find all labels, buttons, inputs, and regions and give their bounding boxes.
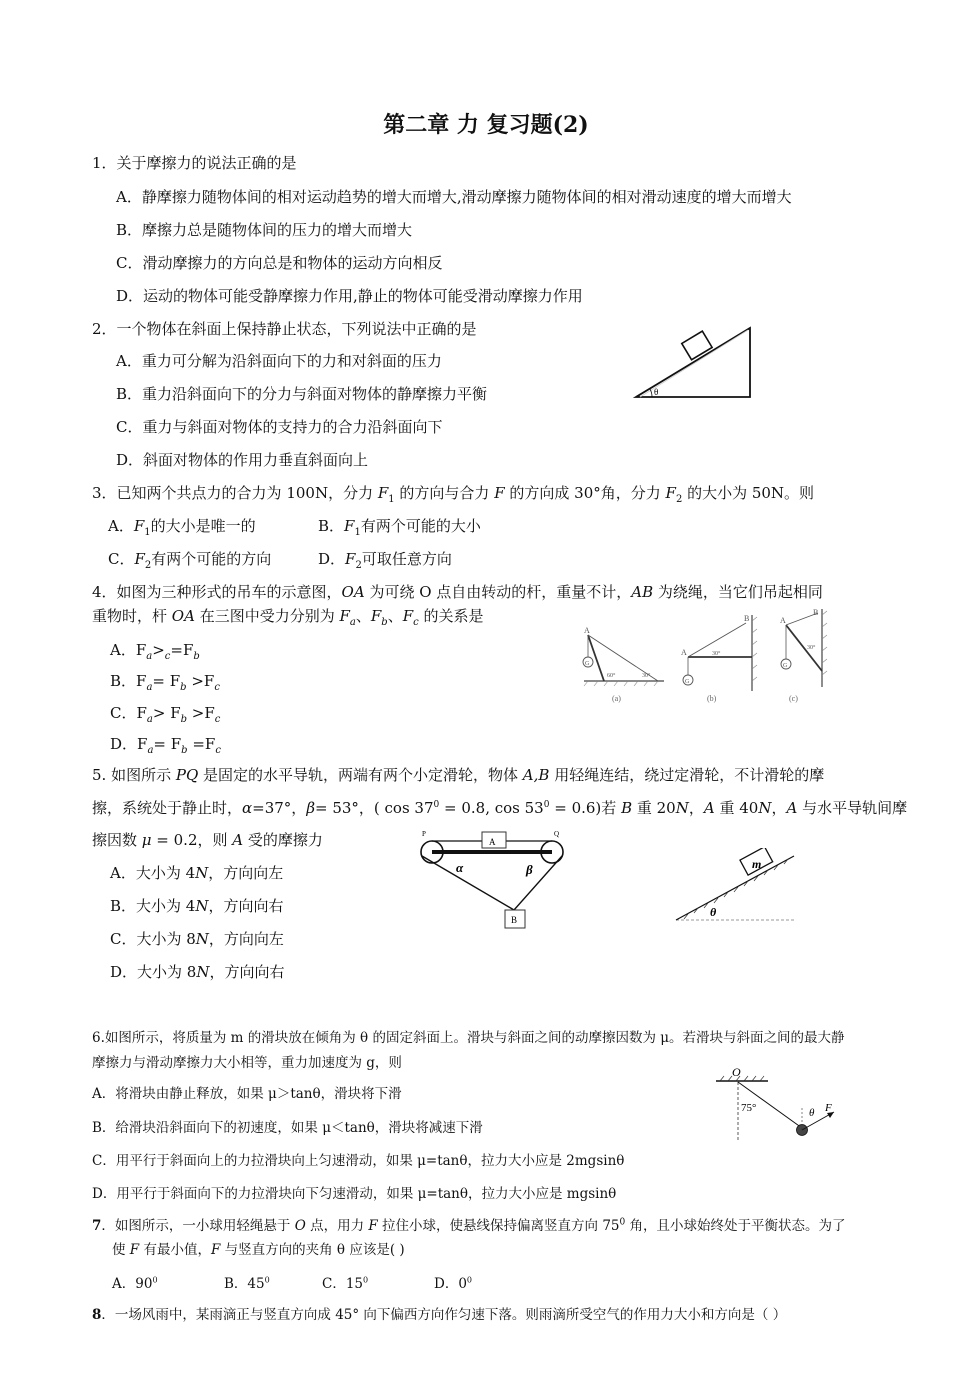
svg-text:θ: θ	[710, 905, 717, 919]
question-5-option-c: C．大小为 8N，方向向左	[110, 930, 284, 948]
svg-text:m: m	[752, 857, 762, 871]
question-7-option-c: C．$15^0$	[322, 1275, 369, 1292]
question-4-option-b: B．$F_a= F_b >F_c$	[110, 672, 220, 693]
question-1-option-a: A．静摩擦力随物体间的相对运动趋势的增大而增大,滑动摩擦力随物体间的相对滑动速度的增大而增大	[116, 188, 792, 206]
pulley-figure-q5	[418, 826, 568, 934]
svg-text:A: A	[681, 648, 687, 657]
question-7-stem-line1: 7．如图所示，一小球用轻绳悬于 O 点，用力 F 拉住小球，使悬线保持偏离竖直方向 $75^0$ 角，且小球始终处于平衡状态。为了	[92, 1217, 846, 1234]
question-6-option-b: B．给滑块沿斜面向下的初速度，如果 μ＜tanθ，滑块将减速下滑	[92, 1120, 483, 1136]
svg-text:(a): (a)	[612, 694, 621, 703]
svg-text:P: P	[422, 830, 426, 838]
question-4-option-a: A．$F_a>_c=F_b$	[110, 641, 200, 662]
page-title: 第二章 力 复习题(2)	[383, 112, 589, 138]
question-6-option-d: D．用平行于斜面向下的力拉滑块向下匀速滑动，如果 μ=tanθ，拉力大小应是 mgsinθ	[92, 1186, 617, 1202]
question-4-option-d: D．$F_a= F_b =F_c$	[110, 735, 221, 756]
question-3-stem: 3．已知两个共点力的合力为 100N，分力 $F_1$ 的方向与合力 F 的方向成 30°角，分力 $F_2$ 的大小为 50N。则	[92, 484, 815, 505]
theta-label: θ	[654, 387, 659, 397]
svg-text:30°: 30°	[807, 645, 816, 651]
svg-text:B: B	[813, 608, 819, 617]
question-7-option-b: B．$45^0$	[224, 1275, 270, 1292]
question-5-stem-line2: 擦，系统处于静止时，α=37°，β= 53°，( $\cos 37^0 = 0.8$, $\cos 53^0 = 0.6$)若 B 重 20N，A 重 40N，A 与水平导轨间摩	[92, 799, 908, 817]
question-3-option-b: B．$F_1$有两个可能的大小	[318, 517, 481, 538]
question-4-stem-line1: 4．如图为三种形式的吊车的示意图，OA 为可绕 O 点自由转动的杆，重量不计，AB 为绕绳，当它们吊起相同	[92, 583, 823, 601]
svg-text:α: α	[456, 860, 464, 875]
svg-text:B: B	[511, 915, 518, 925]
question-3-option-d: D．$F_2$可取任意方向	[318, 550, 452, 571]
svg-text:75°: 75°	[741, 1102, 757, 1114]
svg-text:G: G	[585, 661, 590, 667]
svg-text:(c): (c)	[789, 694, 798, 703]
question-5-stem-line1: 5. 如图所示 PQ 是固定的水平导轨，两端有两个小定滑轮，物体 A,B 用轻绳连结，绕过定滑轮，不计滑轮的摩	[92, 766, 825, 784]
svg-text:B: B	[744, 614, 750, 623]
question-2-option-d: D．斜面对物体的作用力垂直斜面向上	[116, 451, 369, 469]
pendulum-figure	[708, 1064, 848, 1144]
question-5-option-d: D．大小为 8N，方向向右	[110, 963, 285, 981]
question-1-stem: 1．关于摩擦力的说法正确的是	[92, 154, 297, 172]
question-6-option-a: A．将滑块由静止释放，如果 μ＞tanθ，滑块将下滑	[92, 1086, 402, 1102]
svg-text:60°: 60°	[607, 673, 616, 679]
question-5-stem-line3: 擦因数 μ = 0.2，则 A 受的摩擦力	[92, 831, 323, 849]
incline-figure-q2	[630, 320, 760, 402]
question-2-option-b: B．重力沿斜面向下的分力与斜面对物体的静摩擦力平衡	[116, 385, 488, 403]
question-1-option-c: C．滑动摩擦力的方向总是和物体的运动方向相反	[116, 254, 443, 272]
question-4-option-c: C．$F_a> F_b >F_c$	[110, 704, 221, 725]
svg-text:G: G	[783, 663, 788, 669]
svg-text:O: O	[732, 1065, 741, 1079]
question-2-option-a: A．重力可分解为沿斜面向下的力和对斜面的压力	[116, 352, 442, 370]
question-5-option-b: B．大小为 4N，方向向右	[110, 897, 284, 915]
question-4-stem-line2: 重物时，杆 OA 在三图中受力分别为 $F_a$、$F_b$、$F_c$ 的关系是	[92, 607, 484, 628]
question-3-option-c: C．$F_2$有两个可能的方向	[108, 550, 272, 571]
svg-text:A: A	[489, 837, 496, 847]
question-2-stem: 2．一个物体在斜面上保持静止状态，下列说法中正确的是	[92, 320, 477, 338]
question-6-stem-line1: 6.如图所示，将质量为 m 的滑块放在倾角为 θ 的固定斜面上。滑块与斜面之间的动摩擦因数为 μ。若滑块与斜面之间的最大静	[92, 1030, 845, 1046]
svg-text:A: A	[584, 626, 590, 635]
svg-text:G: G	[685, 679, 690, 685]
question-2-option-c: C．重力与斜面对物体的支持力的合力沿斜面向下	[116, 418, 443, 436]
question-7-option-a: A．$90^0$	[112, 1275, 158, 1292]
svg-text:(b): (b)	[707, 694, 717, 703]
svg-text:Q: Q	[554, 830, 560, 838]
incline-block-figure	[668, 848, 802, 926]
svg-text:β: β	[526, 862, 533, 877]
svg-text:θ: θ	[809, 1107, 815, 1119]
svg-text:A: A	[780, 616, 786, 625]
question-1-option-b: B．摩擦力总是随物体间的压力的增大而增大	[116, 221, 413, 239]
question-8-stem: 8．一场风雨中，某雨滴正与竖直方向成 45° 向下偏西方向作匀速下落。则雨滴所受空气的作用力大小和方向是（ ）	[92, 1307, 787, 1323]
question-7-stem-line2: 使 F 有最小值，F 与竖直方向的夹角 θ 应该是( )	[112, 1242, 405, 1258]
question-6-option-c: C．用平行于斜面向上的力拉滑块向上匀速滑动，如果 μ=tanθ，拉力大小应是 2mgsinθ	[92, 1153, 625, 1169]
question-1-option-d: D．运动的物体可能受静摩擦力作用,静止的物体可能受滑动摩擦力作用	[116, 287, 583, 305]
question-3-option-a: A．$F_1$的大小是唯一的	[108, 517, 256, 538]
svg-text:30°: 30°	[712, 651, 721, 657]
crane-figures-q4	[580, 605, 830, 705]
question-7-option-d: D．$0^0$	[434, 1275, 473, 1292]
question-5-option-a: A．大小为 4N，方向向左	[110, 864, 284, 882]
question-6-stem-line2: 摩擦力与滑动摩擦力大小相等，重力加速度为 g，则	[92, 1055, 402, 1071]
svg-text:30°: 30°	[642, 673, 651, 679]
svg-text:F: F	[825, 1102, 832, 1114]
